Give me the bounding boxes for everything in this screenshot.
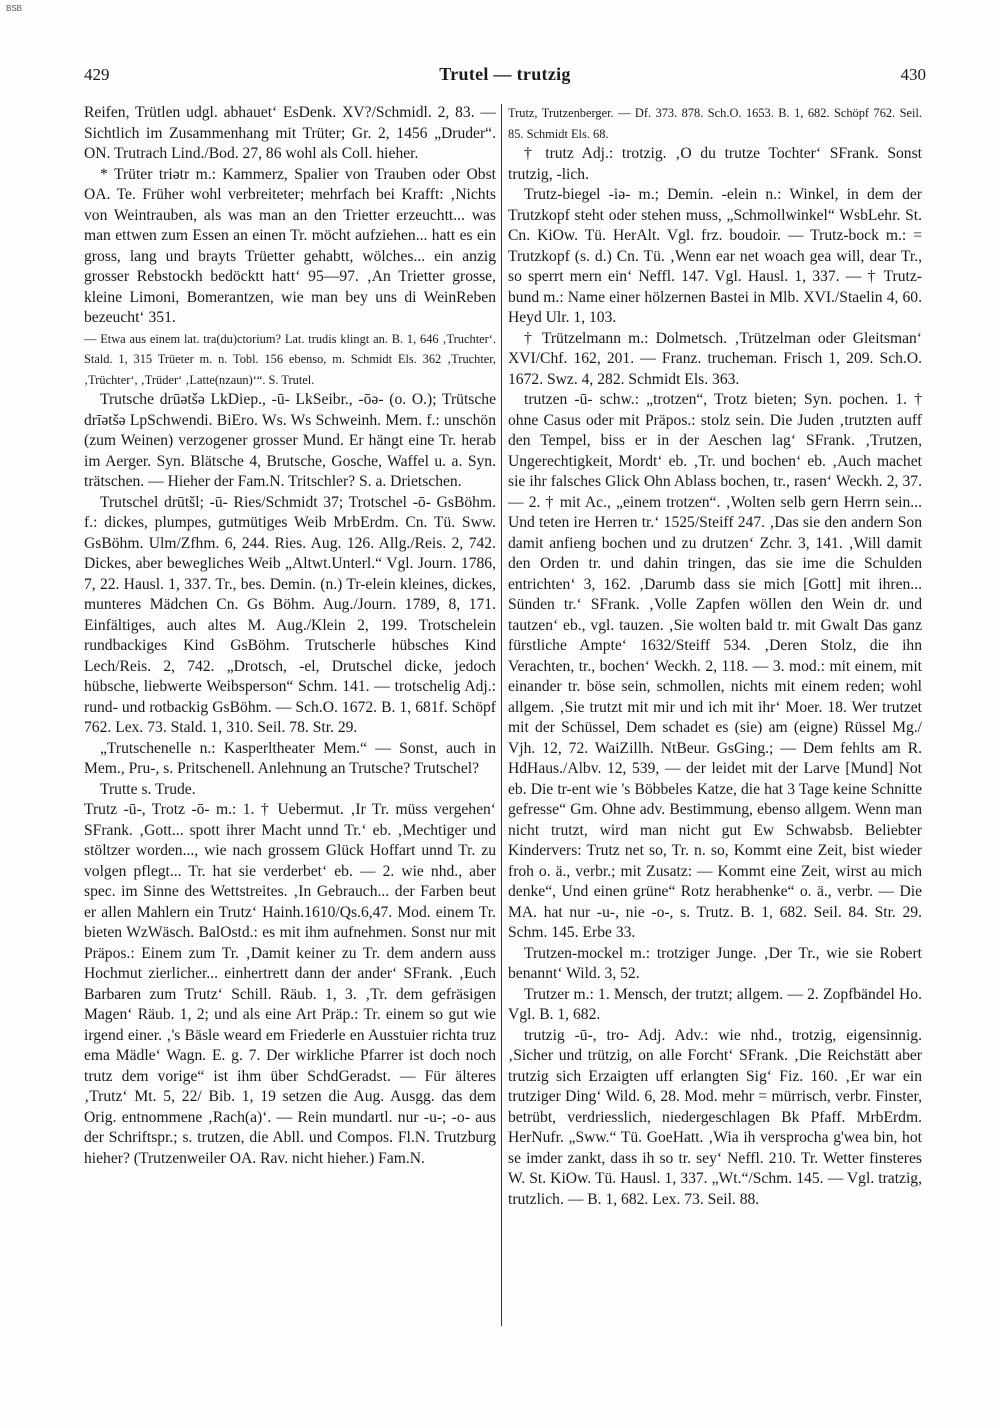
left-column [84,103,496,1343]
page-header [84,64,926,88]
column-divider [501,104,502,1326]
entry-paragraph: Trutschel drūtšl; -ū- Ries/Schmidt 37; Trotschel -ō- GsBöhm. f.: dickes, plumpes, gutmütiges Weib MrbErdm. Cn. Tü. Sww. GsBöhm. Ulm/Zfhm. 6, 244. Ries. Aug. 126. Allg./Reis. 2, 742. Dickes, aber bewegliches Weib „Altwt.Unterl.“ Vgl. Journ. 1786, 7, 22. Hausl. 1, 337. Tr., bes. Demin. (n.) Tr-elein kleines, dickes, munteres Mädchen Cn. Gs Böhm. Aug./Journ. 1789, 8, 171. Einfältiges, auch altes M. Aug./Klein 2, 199. Trotschelein rundbackiges Kind GsBöhm. Trutscherle hübsches Kind Lech/Reis. 2, 742. „Drotsch, -el, Drutschel dicke, jedoch hübsche, liebwerte Weibsperson“ Schm. 141. — trotschelig Adj.: rund- und rotbackig GsBöhm. — Sch.O. 1672. B. 1, 681f. Schöpf 762. Lex. 73. Stald. 1, 310. Seil. 78. Str. 29. [84,493,496,736]
entry-paragraph: Reifen, Trütlen udgl. abhauet‘ EsDenk. XV?/Schmidl. 2, 83. — Sichtlich im Zusammenhang mit Trüter; Gr. 2, 1456 „Druder“. ON. Trutrach Lind./Bod. 27, 86 wohl als Coll. hieher. [84,104,496,162]
entry-paragraph: Trutzen-mockel m.: trotziger Junge. ‚Der Tr., wie sie Robert benannt‘ Wild. 3, 52. [508,944,922,982]
entry-paragraph: † trutz Adj.: trotzig. ‚O du trutze Tochter‘ SFrank. Sonst trutzig, -lich. [508,145,922,183]
library-stamp: BSB [6,4,23,13]
entry-paragraph: Trutsche drūətšə LkDiep., -ū- LkSeibr., -ōə- (o. O.); Trütsche drīətšə LpSchwendi. BiEro. Ws. Ws Schweinh. Mem. f.: unschön (zum Weinen) verzogener grosser Mund. Er hängt eine Tr. herab im Aerger. Syn. Blätsche 4, Brutsche, Gosche, Waffel u. a. Syn. trätschen. — Hieher der Fam.N. Tritschler? S. a. Drietschen. [84,391,496,490]
entry-paragraph: * Trüter triətr m.: Kammerz, Spalier von Trauben oder Obst OA. Te. Früher wohl verbreiteter; mehrfach bei Krafft: ‚Nichts von Weintrauben, als was man an den Trietter erzeuchtt... was man ettwen zum Essen an einen Tr. möcht aufziehen... hatt es ein gross, lang und brayts Trüetter gehabtt, wölches... ein anzig grosser Rebstockh bedöcktt hatt‘ 95—97. ‚An Trietter grosse, kleine Limoni, Bomerantzen, wie man bey uns di WeinReben bezeucht‘ 351. [84,165,496,326]
note-paragraph: — Etwa aus einem lat. tra(du)ctorium? Lat. trudis klingt an. B. 1, 646 ‚Truchter‘. Stald. 1, 315 Trüeter m. n. Tobl. 156 ebenso, m. Schmidt Els. 362 ‚Truchter, ‚Trüchter‘, ‚Trüder‘ ‚Latte(nzaun)‘“. S. Trutel. [84,331,496,387]
page-number-right: 430 [900,65,926,84]
entry-paragraph: trutzen -ū- schw.: „trotzen“, Trotz bieten; Syn. pochen. 1. † ohne Casus oder mit Präpos.: stolz sein. Die Juden ‚trutzten auff den Tempel, biss er in der Aeschen lag‘ SFrank. ‚Trutzen, Ungerechtigkeit, Mordt‘ eb. ‚Tr. und bochen‘ eb. ‚Auch machet sie ihr falsches Glick Ohn Ablass bochen, tr., rasen‘ Weckh. 2, 37. — 2. † mit Ac., „einem trotzen“. ‚Wolten selb gern Herrn sein... Und teten ire Herren tr.‘ 1525/Steiff 247. ‚Das sie den andern Son damit anfieng bochen und zu drutzen‘ Zchr. 3, 141. ‚Will damit den Orden tr. und dahin tringen, das sie ime die Schulden entrichten‘ 3, 162. ‚Darumb dass sie mich [Gott] mit ihren... Sünden tr.‘ SFrank. ‚Volle Zapfen wöllen den Wein dr. und tautzen‘ eb., vgl. tauzen. ‚Sie wolten bald tr. mit Gwalt Das ganz fürstliche Ampte‘ 1632/Steiff 534. ‚Deren Stolz, die ihn Verachten, tr., bochen‘ Weckh. 2, 118. — 3. mod.: mit einem, mit einander tr. böse sein, schmollen, nichts mit einem reden; wohl allgem. ‚Sie trutzt mit mir und ich mit ihr‘ Moer. 18. Wer trutzet mit der Schüssel, Dem schadet es (sie) am (eigne) Rüssel Mg./ Vjh. 12, 72. WaiZillh. NtBeur. GsGing.; — Dem fehlts am R. HdHaus./Albv. 12, 539, — der leidet mit der Larve [Mund] Not eb. Die tr-ent wie 's Böbbeles Katze, die hat 3 Tage keine Schnitte gefresse“ Gm. Ohne adv. Bestimmung, ebenso allgem. Wenn man nicht trutzt, wird man nicht gut Ew Schwabsb. Beliebter Kindervers: Trutz net so, Tr. n. so, Kommt eine Zeit, bist wieder froh o. ä., verbr.; mit Zusatz: — Kommt eine Zeit, wirst au mich denke“, Und einen grüne“ Rotz herabhenke“ o. ä., verbr. — Die MA. hat nur -u-, nie -o-, s. Trutz. B. 1, 682. Seil. 84. Str. 29. Schm. 145. Erbe 33. [508,391,922,941]
entry-paragraph: Trutzer m.: 1. Mensch, der trutzt; allgem. — 2. Zopfbändel Ho. Vgl. B. 1, 682. [508,985,922,1023]
page-title: Trutel — trutzig [439,64,571,84]
note-paragraph: Trutz, Trutzenberger. — Df. 373. 878. Sch.O. 1653. B. 1, 682. Schöpf 762. Seil. 85. Schmidt Els. 68. [508,106,922,141]
entry-paragraph: Trutz -ū-, Trotz -ō- m.: 1. † Uebermut. ‚Ir Tr. müss vergehen‘ SFrank. ‚Gott... spott ihrer Macht unnd Tr.‘ eb. ‚Mechtiger und stöltzer worden..., wie nach grossem Glück Hoffart unnd Tr. zu volgen pflegt... Tr. hat sie verderbet‘ eb. — 2. wie nhd., aber spec. im Sinne des Wettstreites. ‚In Gebrauch... der Farben beut er allen Mahlern ein Trutz‘ Hainh.1610/Qs.6,47. Mod. einem Tr. bieten WzWäsch. BalOstd.: es mit ihm aufnehmen. Sonst nur mit Präpos.: Einem zum Tr. ‚Damit keiner zu Tr. dem andern auss Hochmut zierlicher... einhertrett dann der ander‘ SFrank. ‚Euch Barbaren zum Trutz‘ Schill. Räub. 1, 3. ‚Tr. dem gefräsigen Magen‘ Räub. 1, 2; und als eine Art Präp.: Tr. einem so gut wie irgend einer. ‚'s Bäsle weard em Friederle en Ausstuier richta truz ema Mädle‘ Wagn. E. g. 7. Der wirkliche Pfarrer ist doch noch trutz dem vorige“ ist ihm über SchdGeradst. — Für älteres ‚Trutz‘ Mt. 5, 22/ Bib. 1, 19 setzen die Aug. Ausgg. das dem Orig. entnommene ‚Rach(a)‘. — Rein mundartl. nur -u-; -o- aus der Schriftspr.; s. trutzen, die Abll. und Compos. Fl.N. Trutzburg hieher? (Trutzenweiler OA. Rav. nicht hieher.) Fam.N. [84,801,496,1167]
entry-paragraph: † Trützelmann m.: Dolmetsch. ‚Trützelman oder Gleitsman‘ XVI/Chf. 162, 201. — Franz. trucheman. Frisch 1, 209. Sch.O. 1672. Swz. 4, 282. Schmidt Els. 363. [508,329,922,388]
entry-paragraph: Trutz-biegel -iə- m.; Demin. -elein n.: Winkel, in dem der Trutzkopf steht oder stehen muss, „Schmollwinkel“ WsbLehr. St. Cn. KiOw. Tü. HerAlt. Vgl. frz. boudoir. — Trutz-bock m.: = Trutzkopf (s. d.) Cn. Tü. ‚Wenn ear net woach gea will, dear Tr., so sperrt mern ein‘ Neffl. 147. Vgl. Hausl. 1, 337. — † Trutz-bund m.: Name einer hölzernen Bastei in Mlb. XVI./Staelin 4, 60. Heyd Ulr. 1, 103. [508,186,922,326]
entry-paragraph: Trutte s. Trude. [100,780,196,798]
page-number-left: 429 [84,65,110,84]
right-column [508,103,922,1343]
entry-paragraph: „Trutschenelle n.: Kasperltheater Mem.“ — Sonst, auch in Mem., Pru-, s. Pritschenell. Anlehnung an Trutsche? Trutschel? [84,739,496,777]
entry-paragraph: trutzig -ū-, tro- Adj. Adv.: wie nhd., trotzig, eigensinnig. ‚Sicher und trützig, on alle Forcht‘ SFrank. ‚Die Reichstätt aber trutzig sich Erzaigten uff erlangten Sig‘ Fiz. 160. ‚Er war ein trutziger Ding‘ Wild. 6, 28. Mod. mehr = mürrisch, verbr. Finster, betrübt, verdriesslich, niedergeschlagen Bk Pfaff. MrbErdm. HerNufr. „Sww.“ Tü. GoeHatt. ‚Wia ih versprocha g'wea bin, hot se imder zankt, dass ih so tr. sey‘ Neffl. 210. Tr. Wetter finsteres W. St. KiOw. Tü. Hausl. 1, 337. „Wt.“/Schm. 145. — Vgl. tratzig, trutzlich. — B. 1, 682. Lex. 73. Seil. 88. [508,1026,922,1208]
